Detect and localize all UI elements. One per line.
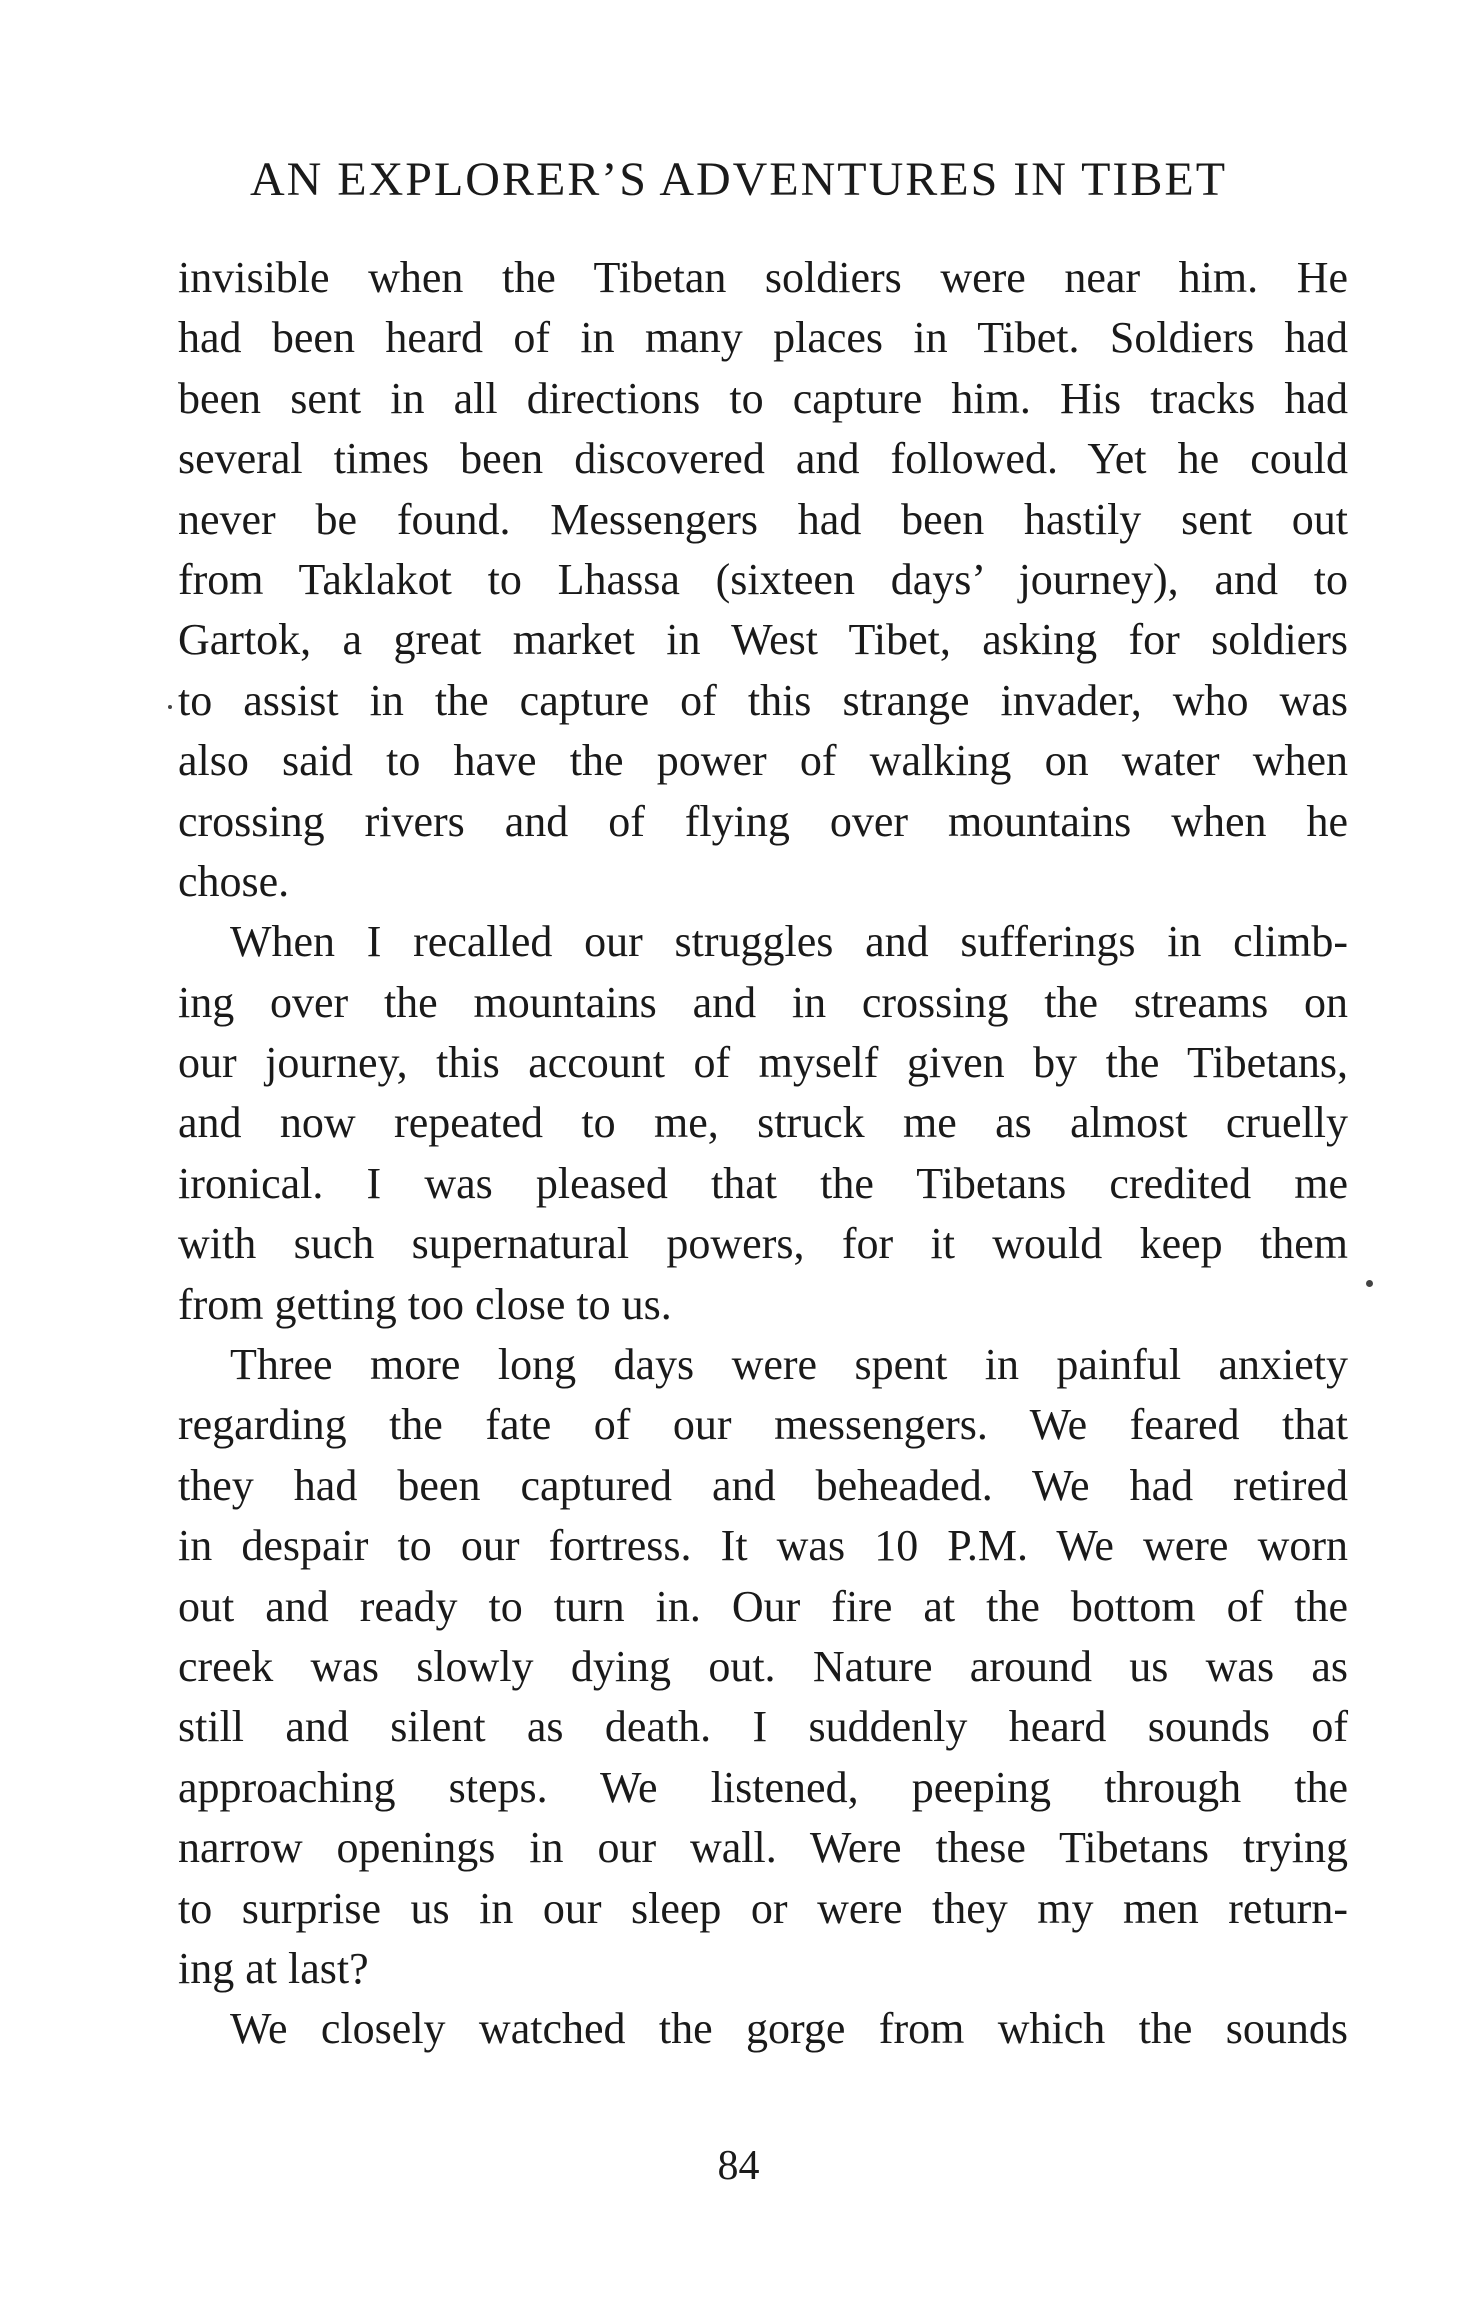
running-head: AN EXPLORER’S ADVENTURES IN TIBET: [249, 153, 1228, 206]
page-number: 84: [717, 2143, 760, 2189]
text-line: approaching steps. We listened, peeping through the: [178, 1762, 1348, 1812]
text-line: Gartok, a great market in West Tibet, asking for soldiers: [178, 615, 1348, 665]
text-line: and now repeated to me, struck me as almost cruelly: [178, 1098, 1348, 1148]
text-line: our journey, this account of myself given by the Tibetans,: [178, 1038, 1348, 1088]
text-line: to assist in the capture of this strange invader, who was: [178, 675, 1348, 725]
text-line: they had been captured and beheaded. We had retired: [178, 1460, 1348, 1510]
text-line: from Taklakot to Lhassa (sixteen days’ journey), and to: [178, 554, 1348, 604]
body-text: [178, 248, 1348, 2060]
text-line: chose.: [178, 856, 290, 906]
text-line: never be found. Messengers had been hastily sent out: [178, 494, 1348, 544]
text-line: to surprise us in our sleep or were they my men return-: [178, 1883, 1348, 1933]
text-line: regarding the fate of our messengers. We feared that: [178, 1400, 1348, 1450]
text-line: from getting too close to us.: [178, 1279, 672, 1329]
text-line: invisible when the Tibetan soldiers were near him. He: [178, 253, 1348, 302]
text-line: in despair to our fortress. It was 10 P.M. We were worn: [178, 1521, 1348, 1571]
text-line: been sent in all directions to capture him. His tracks had: [178, 373, 1348, 423]
paper-speck: [168, 705, 172, 709]
text-line: ironical. I was pleased that the Tibetans credited me: [178, 1158, 1348, 1208]
text-line: out and ready to turn in. Our fire at the bottom of the: [178, 1581, 1348, 1631]
text-line: with such supernatural powers, for it would keep them: [178, 1219, 1348, 1269]
text-line: still and silent as death. I suddenly heard sounds of: [178, 1702, 1348, 1752]
text-line: ing over the mountains and in crossing the streams on: [178, 977, 1348, 1027]
text-line: We closely watched the gorge from which the sounds: [230, 2004, 1348, 2054]
text-line: ing at last?: [178, 1943, 369, 1993]
text-line: creek was slowly dying out. Nature around us was as: [178, 1641, 1348, 1691]
text-line: Three more long days were spent in painful anxiety: [230, 1340, 1348, 1390]
text-line: had been heard of in many places in Tibet. Soldiers had: [178, 313, 1348, 363]
text-line: When I recalled our struggles and sufferings in climb-: [230, 917, 1348, 967]
text-line: several times been discovered and followed. Yet he could: [178, 434, 1348, 484]
paper-speck: [1366, 1280, 1373, 1287]
text-line: also said to have the power of walking on water when: [178, 736, 1348, 786]
text-line: narrow openings in our wall. Were these Tibetans trying: [178, 1823, 1348, 1873]
text-line: crossing rivers and of flying over mountains when he: [178, 796, 1348, 846]
